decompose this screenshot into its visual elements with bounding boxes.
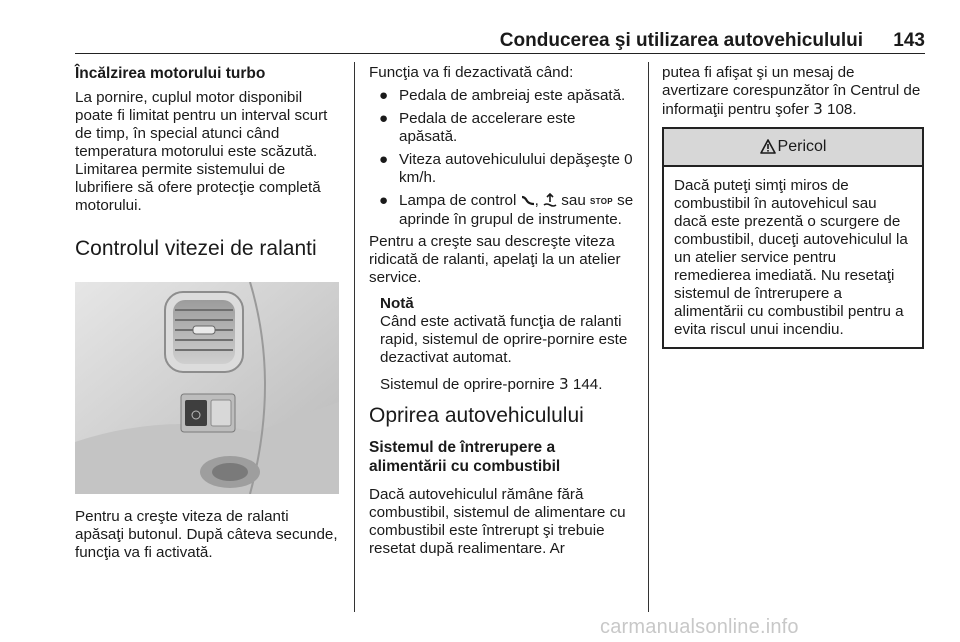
message-paragraph: putea fi afişat şi un mesaj de avertizare corespunzător în Centrul de informaţii pentru şofer 3 108. (662, 64, 921, 118)
service-paragraph: Pentru a creşte sau descreşte viteza ridicată de ralanti, apelaţi la un atelier service. (369, 233, 621, 286)
chapter-title: Conducerea şi utilizarea autovehiculului (499, 30, 863, 51)
turbo-paragraph: La pornire, cuplul motor disponibil poate fi limitat pentru un interval scurt de timp, în special atunci când temperatura motorului este scăzută. Limitarea permite sistemului de lubrifiere să ofere protecţie completă motorului. (75, 89, 328, 214)
page-ref-link[interactable]: 144. (572, 376, 603, 393)
watermark: carmanualsonline.info (600, 616, 799, 638)
list-item: ● Pedala de accelerare este apăsată. (379, 110, 576, 145)
dashboard-illustration (75, 282, 339, 494)
fuel-cutoff-paragraph: Dacă autovehiculul rămâne fără combustibil, sistemul de alimentare cu combustibil este întrerupt şi trebuie resetat după realimentare. Ar (369, 486, 626, 557)
note-title: Notă (380, 295, 414, 312)
page-ref-arrow-icon: 3 (813, 100, 823, 118)
idle-paragraph: Pentru a creşte viteza de ralanti apăsaţi butonul. După câteva secunde, funcţia va fi activată. (75, 508, 338, 561)
note-text: Când este activată funcţia de ralanti rapid, sistemul de oprire-pornire este dezactivat automat. (380, 313, 628, 366)
list-item: ● Viteza autovehiculului depăşeşte 0 km/h. (379, 151, 633, 186)
column-divider-2 (648, 62, 649, 612)
page-ref-link[interactable]: 108. (827, 101, 857, 118)
danger-title: Pericol (777, 138, 827, 155)
bullet-dot: ● (379, 151, 389, 168)
deactivation-intro: Funcţia va fi dezactivată când: (369, 64, 574, 81)
header-rule (75, 53, 925, 54)
idle-control-heading: Controlul vitezei de ralanti (75, 237, 317, 260)
warning-triangle-icon (760, 139, 776, 154)
fast-idle-lamp-icon (521, 195, 535, 206)
list-item: ● Pedala de ambreiaj este apăsată. (379, 87, 626, 104)
turbo-heading: Încălzirea motorului turbo (75, 65, 266, 82)
fuel-cutoff-heading: Sistemul de întrerupere a alimentării cu combustibil (369, 439, 561, 475)
column-2 (369, 64, 634, 558)
page-number: 143 (893, 30, 925, 51)
deactivation-list (369, 87, 634, 229)
column-divider-1 (354, 62, 355, 612)
danger-body: Dacă puteţi simţi miros de combustibil în autovehicul sau dacă este prezentă o scurgere de combustibil, duceţi autovehiculul la un atelier service pentru remedierea imediată. Nu resetaţi sistemul de întrerupere a alimentării cu combustibil pentru a evita riscul unui incendiu. (674, 177, 908, 338)
column-1 (75, 64, 341, 562)
page-header (75, 28, 925, 54)
note-block (369, 295, 634, 394)
stop-vehicle-heading: Oprirea autovehiculului (369, 404, 584, 427)
danger-box (662, 127, 924, 349)
column-3 (662, 64, 924, 349)
stop-start-lamp-icon (543, 193, 557, 207)
bullet-dot: ● (379, 110, 389, 127)
stop-start-reference: Sistemul de oprire-pornire 3 144. (380, 375, 603, 393)
stop-lamp-icon: STOP (590, 197, 613, 206)
bullet-dot: ● (379, 192, 389, 209)
page-ref-arrow-icon: 3 (558, 375, 569, 393)
list-item: ● Lampa de control , sau STOP se aprinde în grupul de instrumente. (379, 192, 634, 228)
bullet-dot: ● (379, 87, 389, 104)
danger-header (664, 129, 922, 167)
idle-button-photo (75, 282, 339, 494)
